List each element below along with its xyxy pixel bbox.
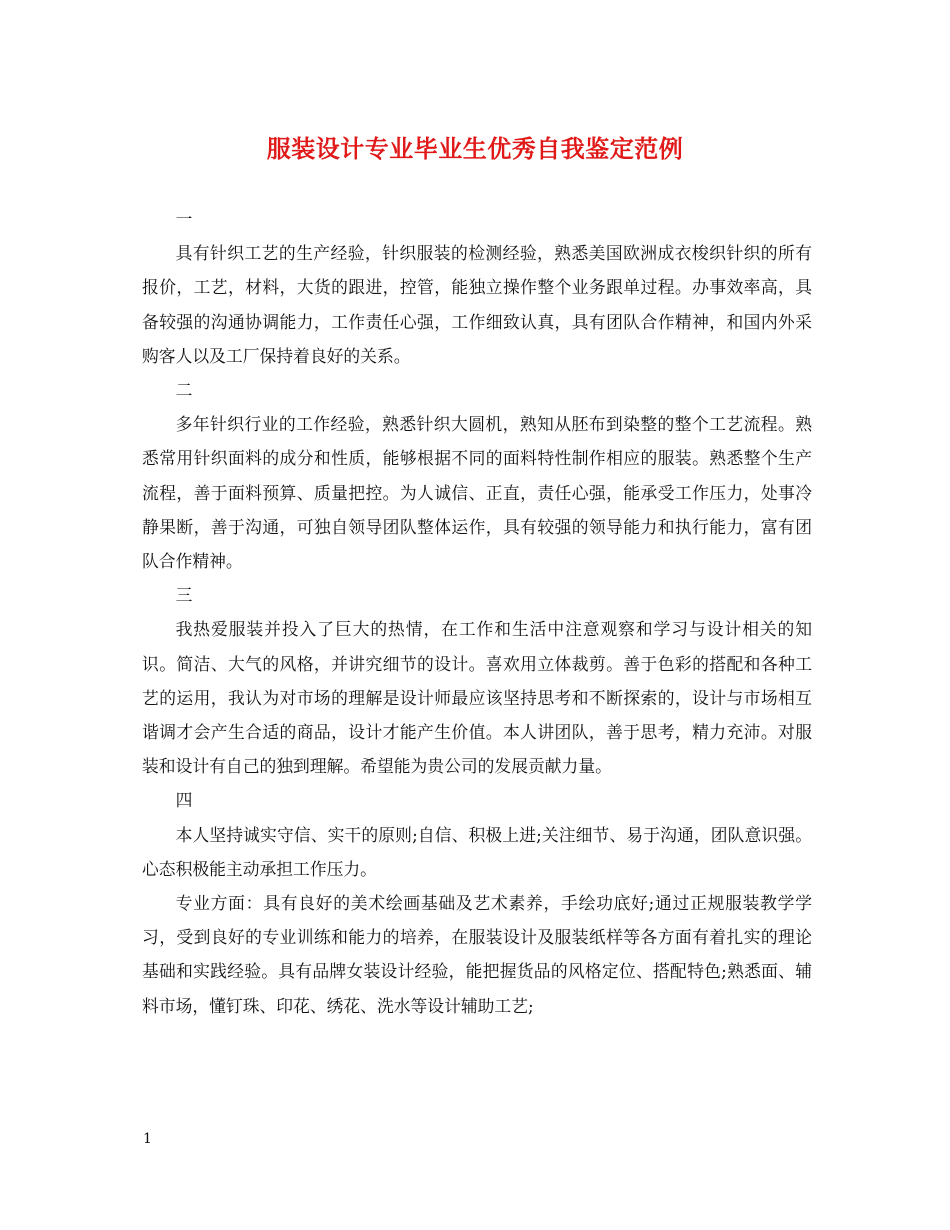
paragraph: 专业方面：具有良好的美术绘画基础及艺术素养，手绘功底好;通过正规服装教学学习，受到良好的专业训练和能力的培养，在服装设计及服装纸样等各方面有着扎实的理论基础和实践经验。具有品牌女装设计经验，能把握货品的风格定位、搭配特色;熟悉面、辅料市场，懂钉珠、印花、绣花、洗水等设计辅助工艺; bbox=[142, 893, 812, 1016]
section-heading-3: 三 bbox=[175, 585, 193, 606]
section-heading-4: 四 bbox=[175, 790, 193, 811]
document-title: 服装设计专业毕业生优秀自我鉴定范例 bbox=[266, 134, 684, 163]
paragraph: 本人坚持诚实守信、实干的原则;自信、积极上进;关注细节、易于沟通，团队意识强。心态积极能主动承担工作压力。 bbox=[142, 824, 812, 879]
paragraph: 多年针织行业的工作经验，熟悉针织大圆机，熟知从胚布到染整的整个工艺流程。熟悉常用针织面料的成分和性质，能够根据不同的面料特性制作相应的服装。熟悉整个生产流程，善于面料预算、质量把控。为人诚信、正直，责任心强，能承受工作压力，处事冷静果断，善于沟通，可独自领导团队整体运作，具有较强的领导能力和执行能力，富有团队合作精神。 bbox=[142, 414, 812, 572]
section-heading-1: 一 bbox=[175, 209, 193, 229]
paragraph: 具有针织工艺的生产经验，针织服装的检测经验，熟悉美国欧洲成衣梭织针织的所有报价，工艺，材料，大货的跟进，控管，能独立操作整个业务跟单过程。办事效率高，具备较强的沟通协调能力，工作责任心强，工作细致认真，具有团队合作精神，和国内外采购客人以及工厂保持着良好的关系。 bbox=[142, 243, 812, 366]
section-heading-2: 二 bbox=[175, 380, 193, 401]
paragraph: 我热爱服装并投入了巨大的热情，在工作和生活中注意观察和学习与设计相关的知识。简洁、大气的风格，并讲究细节的设计。喜欢用立体裁剪。善于色彩的搭配和各种工艺的运用，我认为对市场的理解是设计师最应该坚持思考和不断探索的，设计与市场相互谐调才会产生合适的商品，设计才能产生价值。本人讲团队，善于思考，精力充沛。对服装和设计有自己的独到理解。希望能为贵公司的发展贡献力量。 bbox=[142, 619, 812, 777]
document-body bbox=[142, 202, 812, 1023]
page-number: 1 bbox=[143, 1131, 152, 1147]
